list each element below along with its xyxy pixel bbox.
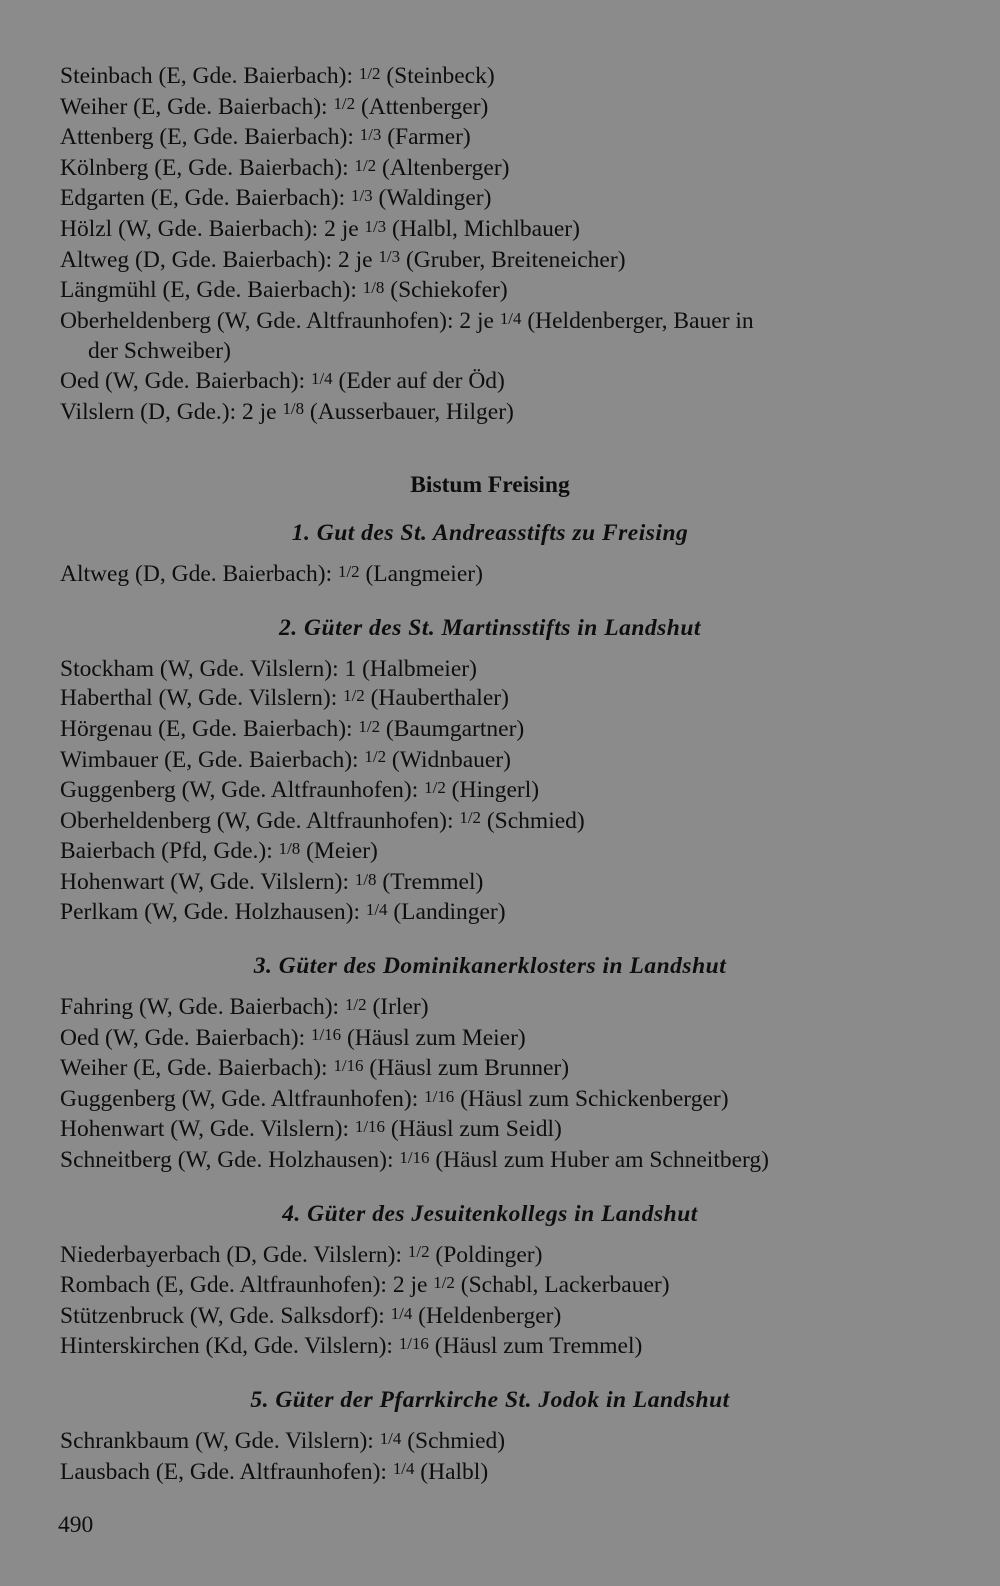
- fraction: 1/16: [398, 1334, 429, 1354]
- section-1: [60, 518, 920, 591]
- entry-line: [60, 246, 920, 277]
- entry-line: [60, 1241, 920, 1272]
- entry-line: [60, 655, 920, 685]
- entry-text: Rombach (E, Gde. Altfraunhofen): 2 je: [60, 1272, 434, 1299]
- fraction: 1/8: [282, 399, 305, 419]
- entry-text: Weiher (E, Gde. Baierbach):: [60, 1055, 334, 1082]
- fraction: 1/16: [354, 1117, 385, 1137]
- fraction: 1/2: [354, 155, 377, 175]
- fraction: 1/3: [364, 216, 387, 236]
- entry-text: Hörgenau (E, Gde. Baierbach):: [60, 715, 359, 742]
- entry-line: [60, 276, 920, 307]
- section-title: 2. Güter des St. Martinsstifts in Landshut: [279, 614, 701, 641]
- entry-line: [60, 398, 920, 429]
- entry-text: Längmühl (E, Gde. Baierbach):: [60, 277, 363, 304]
- entry-text: Oberheldenberg (W, Gde. Altfraunhofen):: [60, 807, 460, 834]
- entry-text: Guggenberg (W, Gde. Altfraunhofen):: [60, 777, 425, 804]
- entry-line: [60, 93, 920, 124]
- sections: [60, 518, 920, 1488]
- entry-text: Hinterskirchen (Kd, Gde. Vilslern):: [60, 1333, 399, 1360]
- entry-line: [60, 1458, 920, 1489]
- entry-line: [60, 1332, 920, 1363]
- entry-owner: (Schabl, Lackerbauer): [454, 1272, 670, 1299]
- entry-owner: (Schmied): [480, 807, 585, 834]
- entry-text: Weiher (E, Gde. Baierbach):: [60, 93, 334, 120]
- entry-line: [60, 1085, 920, 1116]
- entry-text: Vilslern (D, Gde.): 2 je: [60, 398, 283, 425]
- entry-text: Perlkam (W, Gde. Holzhausen):: [60, 899, 366, 926]
- entry-line: [60, 1427, 920, 1458]
- fraction: 1/2: [333, 94, 356, 114]
- entry-owner: (Häusl zum Huber am Schneitberg): [429, 1147, 770, 1174]
- entry-text: Stützenbruck (W, Gde. Salksdorf):: [60, 1302, 391, 1329]
- entry-line: [60, 715, 920, 746]
- entry-line: [60, 868, 920, 899]
- entry-owner: (Hauberthaler): [364, 685, 509, 712]
- entry-line: [60, 154, 920, 185]
- entry-owner: (Baumgartner): [380, 715, 525, 742]
- entry-owner: (Attenberger): [355, 93, 489, 120]
- entry-line: [60, 746, 920, 777]
- entry-text: Edgarten (E, Gde. Baierbach):: [60, 185, 352, 212]
- fraction: 1/2: [343, 686, 365, 706]
- section-3: [60, 951, 920, 1177]
- entry-owner: (Halbl): [414, 1458, 489, 1485]
- entry-line: [60, 837, 920, 868]
- entry-owner: (Schmied): [401, 1428, 506, 1454]
- entry-owner: (Halbl, Michlbauer): [386, 215, 580, 242]
- entry-text: Lausbach (E, Gde. Altfraunhofen):: [60, 1458, 393, 1485]
- fraction: 1/2: [433, 1273, 455, 1292]
- section-heading-bistum: Bistum Freising: [410, 472, 570, 499]
- entry-line: [60, 684, 920, 715]
- entry-text: Fahring (W, Gde. Baierbach):: [60, 994, 345, 1021]
- fraction: 1/4: [311, 368, 333, 388]
- fraction: 1/8: [278, 839, 301, 859]
- section-title: 4. Güter des Jesuitenkollegs in Landshut: [282, 1200, 698, 1227]
- fraction: 1/3: [359, 124, 382, 144]
- entry-text: Hohenwart (W, Gde. Vilslern):: [60, 868, 355, 895]
- fraction: 1/8: [362, 277, 385, 297]
- entry-line: [60, 215, 920, 246]
- fraction: 1/16: [333, 1056, 364, 1076]
- entry-text: Oberheldenberg (W, Gde. Altfraunhofen): 2 je: [60, 307, 500, 334]
- entry-owner: (Hingerl): [445, 777, 540, 804]
- entry-text: Oed (W, Gde. Baierbach):: [60, 1024, 312, 1051]
- entry-text: Altweg (D, Gde. Baierbach): 2 je: [60, 246, 379, 273]
- entry-line: [60, 1302, 920, 1333]
- entry-line: [60, 367, 920, 398]
- entry-owner: (Altenberger): [376, 154, 510, 181]
- entry-owner: (Langmeier): [359, 561, 483, 588]
- entry-owner: (Gruber, Breiteneicher): [400, 246, 626, 273]
- entry-owner: (Steinbeck): [380, 63, 495, 89]
- entry-line: [60, 1271, 920, 1302]
- fraction: 1/2: [459, 808, 481, 828]
- fraction: 1/16: [424, 1086, 455, 1106]
- entry-owner: (Häusl zum Tremmel): [428, 1333, 643, 1360]
- entry-text: der Schweiber): [88, 338, 231, 365]
- entry-line: [60, 337, 920, 367]
- entry-line: [60, 1115, 920, 1146]
- fraction: 1/4: [499, 308, 522, 328]
- entry-text: Guggenberg (W, Gde. Altfraunhofen):: [60, 1085, 425, 1112]
- entry-text: Baierbach (Pfd, Gde.):: [60, 838, 279, 865]
- fraction: 1/3: [351, 186, 373, 206]
- entry-owner: (Landinger): [387, 899, 506, 926]
- entry-text: Kölnberg (E, Gde. Baierbach):: [60, 154, 355, 181]
- fraction: 1/3: [378, 247, 401, 267]
- fraction: 1/2: [358, 63, 381, 83]
- entry-owner: (Widnbauer): [386, 746, 512, 773]
- fraction: 1/4: [390, 1303, 413, 1323]
- fraction: 1/4: [365, 900, 388, 920]
- entry-text: Hölzl (W, Gde. Baierbach): 2 je: [60, 215, 365, 242]
- entry-text: Steinbach (E, Gde. Baierbach):: [60, 63, 359, 89]
- entry-owner: (Farmer): [381, 124, 471, 151]
- entry-owner: (Häusl zum Brunner): [363, 1055, 570, 1082]
- entry-line: [60, 1024, 920, 1055]
- entry-line: [60, 898, 920, 929]
- section-5: [60, 1385, 920, 1488]
- entry-line: [60, 1146, 920, 1177]
- entry-line: [60, 1054, 920, 1085]
- entry-text: Altweg (D, Gde. Baierbach):: [60, 561, 338, 588]
- entry-line: [60, 184, 920, 215]
- entry-text: Attenberg (E, Gde. Baierbach):: [60, 124, 360, 151]
- document-page: [60, 62, 920, 1488]
- section-2: [60, 613, 920, 929]
- entry-line: [60, 123, 920, 154]
- fraction: 1/2: [344, 994, 367, 1014]
- entry-owner: (Heldenberger, Bauer in: [521, 307, 754, 334]
- entry-text: Niederbayerbach (D, Gde. Vilslern):: [60, 1241, 408, 1268]
- section-title: 3. Güter des Dominikanerklosters in Landshut: [253, 953, 727, 980]
- entry-owner: (Waldinger): [372, 185, 492, 212]
- entry-owner: (Ausserbauer, Hilger): [304, 398, 514, 425]
- entry-line: [60, 560, 920, 591]
- entry-owner: (Häusl zum Schickenberger): [454, 1085, 729, 1112]
- entry-text: Wimbauer (E, Gde. Baierbach):: [60, 746, 365, 773]
- fraction: 1/4: [379, 1428, 402, 1448]
- section-title: 5. Güter der Pfarrkirche St. Jodok in Landshut: [250, 1387, 730, 1413]
- entry-text: Schneitberg (W, Gde. Holzhausen):: [60, 1147, 400, 1174]
- fraction: 1/16: [399, 1147, 430, 1167]
- entry-line: [60, 776, 920, 807]
- fraction: 1/8: [354, 869, 377, 889]
- entry-line: [60, 307, 920, 338]
- fraction: 1/2: [337, 561, 360, 581]
- entry-text: Haberthal (W, Gde. Vilslern):: [60, 685, 344, 712]
- entry-owner: (Irler): [366, 994, 429, 1021]
- entry-owner: (Eder auf der Öd): [332, 367, 505, 394]
- entry-owner: (Tremmel): [376, 868, 484, 895]
- fraction: 1/4: [392, 1459, 415, 1479]
- section-title: 1. Gut des St. Andreasstifts zu Freising: [291, 520, 689, 547]
- entry-text: Schrankbaum (W, Gde. Vilslern):: [60, 1428, 380, 1454]
- entry-line: [60, 62, 920, 93]
- fraction: 1/2: [407, 1242, 430, 1262]
- entry-owner: (Häusl zum Meier): [341, 1024, 526, 1051]
- entry-text: Hohenwart (W, Gde. Vilslern):: [60, 1116, 355, 1143]
- fraction: 1/16: [311, 1025, 342, 1045]
- entry-list-baierbach: [60, 62, 920, 428]
- entry-owner: (Heldenberger): [412, 1302, 562, 1329]
- entry-line: [60, 993, 920, 1024]
- entry-text: Oed (W, Gde. Baierbach):: [60, 367, 312, 394]
- fraction: 1/2: [358, 716, 381, 736]
- fraction: 1/2: [364, 747, 387, 767]
- entry-text: Stockham (W, Gde. Vilslern): 1 (Halbmeier): [60, 655, 477, 682]
- entry-owner: (Schiekofer): [384, 277, 508, 304]
- fraction: 1/2: [424, 777, 446, 797]
- section-4: [60, 1199, 920, 1363]
- entry-line: [60, 807, 920, 838]
- entry-owner: (Häusl zum Seidl): [384, 1116, 562, 1143]
- page-number: 490: [58, 1512, 94, 1538]
- entry-owner: (Poldinger): [429, 1241, 543, 1268]
- entry-owner: (Meier): [300, 838, 378, 865]
